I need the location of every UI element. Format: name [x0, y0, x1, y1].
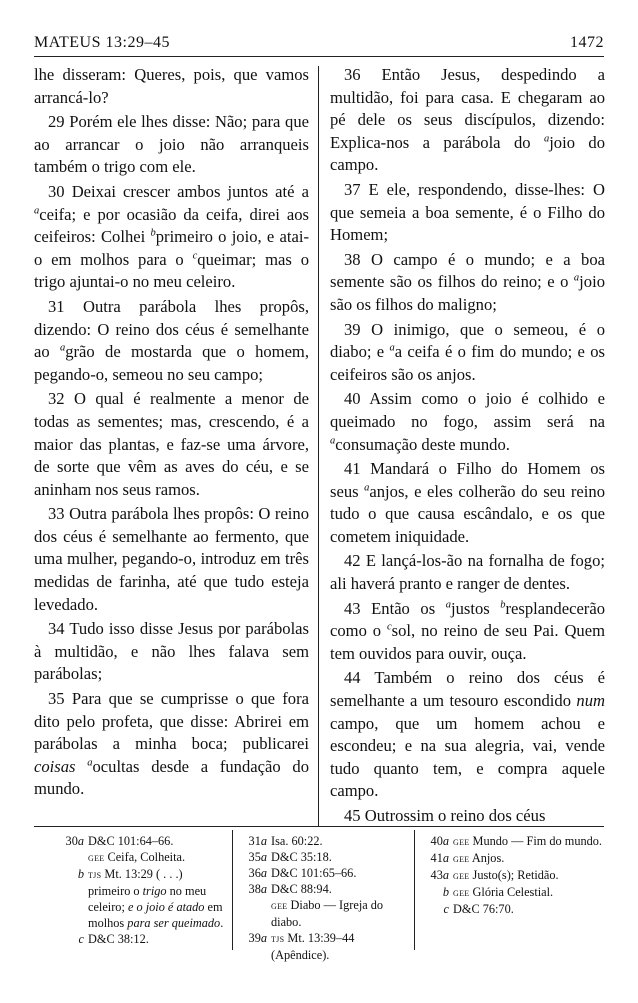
- verse: 43 Então os $^a$justos $^b$resplandecerão como o $^c$sol, no reino de seu Pai. Quem tem ouvidos para ouvir, ouça.: [330, 598, 605, 663]
- footnote-text: D&C 35:18.: [271, 850, 332, 864]
- column-divider: [318, 66, 319, 826]
- scripture-column-right: [330, 64, 605, 830]
- verse: 35 Para que se cumprisse o que fora dito pelo profeta, que disse: Abrirei em parábolas a minha boca; publicarei coisas $^a$ocultas desde a fundação do mundo.: [34, 689, 309, 799]
- verse: 29 Porém ele lhes disse: Não; para que ao arrancar o joio não arranqueis também o trigo com ele.: [34, 112, 309, 177]
- footnote: [425, 901, 605, 917]
- footnote-text: D&C 88:94. gee Diabo — Igreja do diabo.: [271, 882, 384, 929]
- footnote-key: 30a: [65, 834, 84, 848]
- verse: 37 E ele, respondendo, disse-lhes: O que semeia a boa semente, é o Filho do Homem;: [330, 179, 605, 245]
- footnote-key: c: [443, 902, 449, 916]
- footnote: [243, 865, 413, 881]
- footnote: [425, 884, 605, 901]
- footnote: [425, 833, 605, 850]
- verse: 44 Também o reino dos céus é semelhante a um tesouro escondido num campo, que um homem achou e escondeu; e na sua alegria, vai, vende tudo quanto tem, e compra aquele campo.: [330, 668, 605, 801]
- verse: 31 Outra parábola lhes propôs, dizendo: O reino dos céus é semelhante ao $^a$grão de mostarda que o homem, pegando-o, semeou no seu campo;: [34, 296, 309, 384]
- footnote-text: gee Anjos.: [453, 851, 505, 865]
- footnote-key: 40a: [430, 834, 449, 848]
- footnote-key: 41a: [430, 851, 449, 865]
- footnote-key: b: [442, 885, 449, 899]
- footnote: [243, 849, 413, 865]
- footnote-key: 39a: [248, 931, 267, 945]
- page-header: [34, 34, 604, 57]
- verse: 36 Então Jesus, despedindo a multidão, foi para casa. E chegaram ao pé dele os seus discípulos, dizendo: Explica-nos a parábola do $^a$joio do campo.: [330, 65, 605, 175]
- footnote-key: 35a: [248, 850, 267, 864]
- footnote: [243, 930, 413, 963]
- footnote-column-3: [425, 833, 605, 917]
- verse: 39 O inimigo, que o semeou, é o diabo; e $^a$a ceifa é o fim do mundo; e os ceifeiros são os anjos.: [330, 319, 605, 384]
- verse: 33 Outra parábola lhes propôs: O reino dos céus é semelhante ao fermento, que uma mulher, pegando-o, introduz em três medidas de farinha, até que tudo esteja levedado.: [34, 504, 309, 614]
- footnote-key: 31a: [248, 834, 267, 848]
- footnote: [60, 833, 230, 866]
- footnote-divider: [232, 830, 233, 950]
- footnote: [425, 850, 605, 867]
- verse: 42 E lançá-los-ão na fornalha de fogo; ali haverá pranto e ranger de dentes.: [330, 551, 605, 594]
- footnote-text: tjs Mt. 13:29 ( . . .) primeiro o trigo no meu celeiro; e o joio é atado em molhos para ser queimado.: [88, 867, 224, 930]
- footnote-text: gee Justo(s); Retidão.: [453, 868, 559, 882]
- footnote-key: c: [78, 932, 84, 946]
- footnote-text: D&C 101:64–66. gee Ceifa, Colheita.: [88, 834, 186, 864]
- footnote: [243, 881, 413, 930]
- footnote-text: D&C 76:70.: [453, 902, 514, 916]
- footnote-key: 43a: [430, 868, 449, 882]
- footnote-key: b: [77, 867, 84, 881]
- verse: 30 Deixai crescer ambos juntos até a $^a$ceifa; e por ocasião da ceifa, direi aos ceifeiros: Colhei $^b$primeiro o joio, e atai-o em molhos para o $^c$queimar; mas o trigo ajuntai-o no meu celeiro.: [34, 181, 309, 292]
- footnote-column-2: [243, 833, 413, 963]
- verse: 32 O qual é realmente a menor de todas as sementes; mas, crescendo, é a maior das plantas, e faz-se uma árvore, de sorte que vêm as aves do céu, e se aninham nos seus ramos.: [34, 389, 309, 499]
- footnote-text: gee Mundo — Fim do mundo.: [453, 834, 602, 848]
- footnote-text: D&C 101:65–66.: [271, 866, 357, 880]
- verse: 41 Mandará o Filho do Homem os seus $^a$anjos, e eles colherão do seu reino tudo o que causa escândalo, e os que cometem iniquidade.: [330, 459, 605, 546]
- footnote: [425, 867, 605, 884]
- footnote: [243, 833, 413, 849]
- footnote-column-1: [60, 833, 230, 947]
- footnote-text: D&C 38:12.: [88, 932, 149, 946]
- book-chapter-title: MATEUS 13:29–45: [34, 34, 170, 51]
- verse: lhe disseram: Queres, pois, que vamos arrancá-lo?: [34, 65, 309, 107]
- footnote-text: gee Glória Celestial.: [453, 885, 554, 899]
- footnote-text: Isa. 60:22.: [271, 834, 323, 848]
- page-number: 1472: [570, 34, 604, 51]
- scripture-column-left: [34, 64, 309, 803]
- verse: 45 Outrossim o reino dos céus: [344, 806, 546, 825]
- footnote-divider: [414, 830, 415, 950]
- footnote: [60, 931, 230, 947]
- verse: 40 Assim como o joio é colhido e queimado no fogo, assim será na $^a$consumação deste mundo.: [330, 389, 605, 454]
- footnote-key: 38a: [248, 882, 267, 896]
- footnote-text: tjs Mt. 13:39–44 (Apêndice).: [271, 931, 355, 962]
- footnote-rule: [34, 826, 604, 827]
- verse: 34 Tudo isso disse Jesus por parábolas à multidão, e não lhes falava sem parábolas;: [34, 619, 309, 684]
- footnote-key: 36a: [248, 866, 267, 880]
- footnote: [60, 866, 230, 931]
- verse: 38 O campo é o mundo; e a boa semente são os filhos do reino; e o $^a$joio são os filhos do maligno;: [330, 249, 605, 314]
